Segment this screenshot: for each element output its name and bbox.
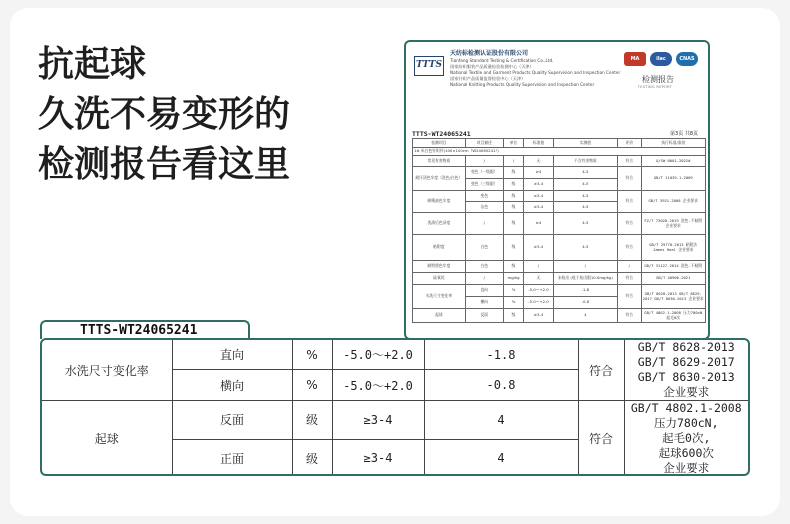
table-row <box>413 213 706 235</box>
header-cell: 项目描述 <box>465 139 503 148</box>
standard-line: GB/T 8629-2017 <box>637 355 735 369</box>
standard-line: 起毛0次, <box>662 431 711 445</box>
cell: / <box>465 156 503 167</box>
table-row <box>413 235 706 261</box>
org-center-2-en: National Knitting Products Quality Supervision and Inspection Center <box>450 82 595 87</box>
cell: 符合 <box>618 167 641 191</box>
cell: 耐熨烫色牢度 <box>413 261 466 273</box>
cell: GB/T 4802.1-2008 压力780cN 起毛0次 <box>641 309 706 323</box>
cell: 反面 <box>465 309 503 323</box>
cell: 洗涤后色泽度 <box>413 213 466 235</box>
header-cell: 检测项目 <box>413 139 466 148</box>
unit-cell: % <box>292 370 332 401</box>
organization-info <box>450 50 620 88</box>
cell: / <box>524 261 553 273</box>
table-row <box>413 309 706 323</box>
cell: GB/T 3921-2008 企业要求 <box>641 191 706 213</box>
cell: 耐汗渍色牢度（洗色/白色） <box>413 167 466 191</box>
header-cell: 单位 <box>503 139 524 148</box>
cell: 级 <box>503 191 524 202</box>
cell: 符合 <box>618 309 641 323</box>
cell: -1.8 <box>553 285 617 297</box>
table-row <box>413 285 706 297</box>
cell: 级 <box>503 167 524 179</box>
cell: 4-5 <box>553 235 617 261</box>
org-center-1-en: National Textile and Garment Products Quality Supervision and Inspection Center <box>450 70 621 75</box>
ma-badge: MA <box>624 52 646 66</box>
cell: 4-5 <box>553 202 617 213</box>
cnas-badge: CNAS <box>676 52 698 66</box>
cell: GB/T 11039.1-2009 <box>641 167 706 191</box>
cell: 符合 <box>618 273 641 285</box>
table-row <box>413 156 706 167</box>
cell: 4-5 <box>553 179 617 191</box>
cell: GB/T 29778-2013 粘附法 James Heal 企业要求 <box>641 235 706 261</box>
standard-value-cell: ≥3-4 <box>332 439 424 476</box>
unit-cell: 级 <box>292 439 332 476</box>
standard-value-cell: -5.0～+2.0 <box>332 340 424 370</box>
table-row <box>413 273 706 285</box>
verdict-cell: 符合 <box>578 401 624 477</box>
cell: ≥4 <box>524 213 553 235</box>
cell: 耐唾液色牢度 <box>413 191 466 213</box>
cell: 白色 <box>465 261 503 273</box>
standards-cell <box>624 401 748 477</box>
header-cell: 实测值 <box>553 139 617 148</box>
results-table <box>42 340 748 476</box>
standard-line: 企业要求 <box>663 385 710 399</box>
headline-line-3: 检测报告看这里 <box>38 144 291 185</box>
cell: ≥3-4 <box>524 235 553 261</box>
cell: 级 <box>503 202 524 213</box>
cell: % <box>503 297 524 309</box>
header-cell: 标准值 <box>524 139 553 148</box>
org-name: 天纺标检测认证股份有限公司 <box>450 50 529 57</box>
cell: 级 <box>503 235 524 261</box>
cell: 粘附度 <box>413 235 466 261</box>
cell: 横向 <box>465 297 503 309</box>
cell: GB/T 31127-2014 洗色-不粘附 <box>641 261 706 273</box>
cell: 直向 <box>465 285 503 297</box>
org-center-1: 国家纺织服装产品质量检验检测中心（天津） <box>450 64 534 69</box>
direction-cell: 横向 <box>172 370 292 401</box>
report-subtitle: TESTING REPORT <box>637 85 672 89</box>
standard-line: GB/T 4802.1-2008 <box>630 401 742 415</box>
measured-value-cell: 4 <box>424 401 578 440</box>
report-table-header <box>413 139 706 148</box>
cell: 符合 <box>618 156 641 167</box>
headline-line-1: 抗起球 <box>38 44 147 85</box>
cell: GB/T 40906-2021 <box>641 273 706 285</box>
report-table <box>412 138 706 323</box>
cell: 4-5 <box>553 167 617 179</box>
unit-cell: 级 <box>292 401 332 440</box>
standard-line: GB/T 8630-2013 <box>637 370 735 384</box>
sample-description: 1# 米白色针织衫(100×100cm（W24065241）) <box>413 148 706 156</box>
page-indicator: 第3页 共8页 <box>670 131 698 137</box>
side-cell: 反面 <box>172 401 292 440</box>
cell: ≥3-4 <box>524 179 553 191</box>
cell: 符合 <box>618 213 641 235</box>
cell: 变色（一级限） <box>465 167 503 179</box>
cell: 无 <box>524 273 553 285</box>
cell: -0.8 <box>553 297 617 309</box>
standards-cell <box>624 340 748 401</box>
cell: 无 <box>524 156 553 167</box>
cell: -5.0～+2.0 <box>524 297 553 309</box>
cell: 变色 <box>465 191 503 202</box>
cell: 变色（三级限） <box>465 179 503 191</box>
cell: 级 <box>503 213 524 235</box>
table-row <box>413 191 706 202</box>
cell: 级 <box>503 261 524 273</box>
cell: 起球 <box>413 309 466 323</box>
cell: / <box>465 273 503 285</box>
verdict-cell: 符合 <box>578 340 624 401</box>
headline-line-2: 久洗不易变形的 <box>38 94 291 135</box>
cell: 常见有害物质 <box>413 156 466 167</box>
cell: 沾色 <box>465 202 503 213</box>
cell: -5.0～+2.0 <box>524 285 553 297</box>
cell: 符合 <box>618 191 641 213</box>
standard-line: 企业要求 <box>663 461 710 475</box>
item-pilling: 起球 <box>42 401 172 477</box>
cell: / <box>503 156 524 167</box>
sample-row <box>413 148 706 156</box>
cell: 不含有害物质 <box>553 156 617 167</box>
standard-line: GB/T 8628-2013 <box>637 340 735 354</box>
enlarged-results-table <box>40 338 750 476</box>
header-cell: 评价 <box>618 139 641 148</box>
certification-badges <box>624 52 698 66</box>
table-row <box>413 167 706 179</box>
cell: 4-5 <box>553 191 617 202</box>
standard-line: 起球600次 <box>658 446 714 460</box>
item-shrinkage: 水洗尺寸变化率 <box>42 340 172 401</box>
ilac-badge: ilac <box>650 52 672 66</box>
org-name-en: Tianfang Standard Testing & Certification Co.,Ltd. <box>450 58 554 63</box>
cell: 硅氧烷 <box>413 273 466 285</box>
report-number: TTTS-WT24065241 <box>412 130 471 138</box>
measured-value-cell: -1.8 <box>424 340 578 370</box>
test-report-document <box>404 40 710 340</box>
org-center-2: 国家针织产品质量监督检验中心（天津） <box>450 76 526 81</box>
report-number-tab: TTTS-WT24065241 <box>40 320 250 339</box>
unit-cell: % <box>292 340 332 370</box>
cell: 级 <box>503 309 524 323</box>
standard-value-cell: -5.0～+2.0 <box>332 370 424 401</box>
cell: 未检出 (低于检出限10.0mg/kg) <box>553 273 617 285</box>
cell: / <box>553 261 617 273</box>
standard-line: 压力780cN, <box>653 416 719 430</box>
table-row <box>42 401 748 440</box>
measured-value-cell: -0.8 <box>424 370 578 401</box>
cell: ≥3-4 <box>524 191 553 202</box>
headline <box>38 40 290 190</box>
measured-value-cell: 4 <box>424 439 578 476</box>
cell: mg/kg <box>503 273 524 285</box>
cell: 水洗尺寸变化率 <box>413 285 466 309</box>
cell: 级 <box>503 179 524 191</box>
cell: ≥4 <box>524 167 553 179</box>
table-row <box>413 261 706 273</box>
side-cell: 正面 <box>172 439 292 476</box>
header-cell: 执行标准/条款 <box>641 139 706 148</box>
cell: 4 <box>553 309 617 323</box>
cell: GB/T 8628-2013 GB/T 8629-2017 GB/T 8630-2013 企业要求 <box>641 285 706 309</box>
cell: 符合 <box>618 285 641 309</box>
cell: 白色 <box>465 235 503 261</box>
cell: % <box>503 285 524 297</box>
cell: Q/SW 0001-2022# <box>641 156 706 167</box>
cell: ≥3-4 <box>524 309 553 323</box>
report-title: 检测报告 <box>642 75 674 84</box>
cell: 4-5 <box>553 213 617 235</box>
cell: / <box>618 261 641 273</box>
cell: ≥3-4 <box>524 202 553 213</box>
standard-value-cell: ≥3-4 <box>332 401 424 440</box>
cell: / <box>465 213 503 235</box>
cell: FZ/T 73020-2019 洗色-不粘附 企业要求 <box>641 213 706 235</box>
table-row <box>42 340 748 370</box>
direction-cell: 直向 <box>172 340 292 370</box>
cell: 符合 <box>618 235 641 261</box>
ttts-logo: TTTS <box>414 56 444 76</box>
